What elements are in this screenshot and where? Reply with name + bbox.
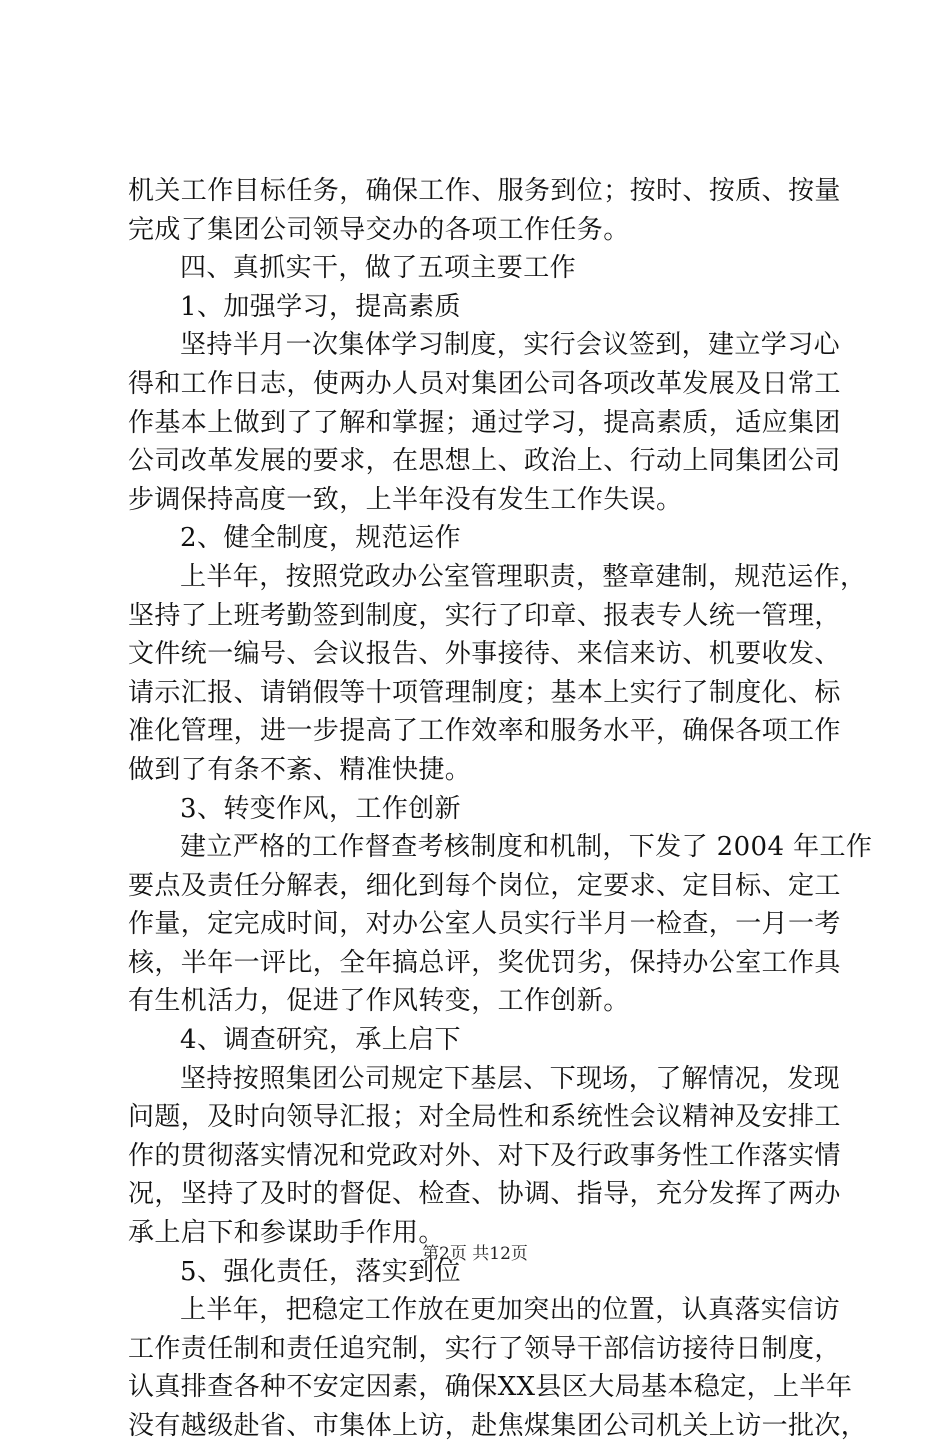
- text-line: 1、加强学习，提高素质: [180, 291, 461, 322]
- text-line: 3、转变作风，工作创新: [180, 793, 461, 824]
- text-line: 上半年，把稳定工作放在更加突出的位置，认真落实信访: [180, 1295, 841, 1326]
- text-line: 请示汇报、请销假等十项管理制度；基本上实行了制度化、标: [128, 677, 841, 708]
- text-line: 作的贯彻落实情况和党政对外、对下及行政事务性工作落实情: [128, 1140, 841, 1171]
- text-line: 况，坚持了及时的督促、检查、协调、指导，充分发挥了两办: [128, 1179, 841, 1210]
- text-line: 上半年，按照党政办公室管理职责，整章建制，规范运作，: [180, 561, 867, 592]
- text-line: 准化管理，进一步提高了工作效率和服务水平，确保各项工作: [128, 716, 841, 747]
- text-line: 完成了集团公司领导交办的各项工作任务。: [128, 214, 630, 245]
- text-line: 机关工作目标任务，确保工作、服务到位；按时、按质、按量: [128, 176, 841, 206]
- text-line: 坚持半月一次集体学习制度，实行会议签到，建立学习心: [180, 330, 841, 361]
- text-line: 5、强化责任，落实到位: [180, 1256, 461, 1287]
- text-line: 核，半年一评比，全年搞总评，奖优罚劣，保持办公室工作具: [128, 947, 841, 978]
- text-line: 工作责任制和责任追究制，实行了领导干部信访接待日制度，: [128, 1333, 841, 1364]
- text-line: 2、健全制度，规范运作: [180, 523, 461, 554]
- text-line: 承上启下和参谋助手作用。: [128, 1218, 445, 1249]
- text-line: 坚持了上班考勤签到制度，实行了印章、报表专人统一管理，: [128, 600, 841, 631]
- text-line: 做到了有条不紊、精准快捷。: [128, 754, 472, 785]
- text-line: 四、真抓实干，做了五项主要工作: [180, 253, 577, 284]
- text-line: 坚持按照集团公司规定下基层、下现场，了解情况，发现: [180, 1063, 841, 1094]
- text-line: 作量，定完成时间，对办公室人员实行半月一检查，一月一考: [128, 909, 841, 940]
- text-line: 步调保持高度一致，上半年没有发生工作失误。: [128, 484, 683, 515]
- text-line: 作基本上做到了了解和掌握；通过学习，提高素质，适应集团: [128, 407, 841, 438]
- text-line: 4、调查研究，承上启下: [180, 1025, 461, 1056]
- text-line: 问题，及时向领导汇报；对全局性和系统性会议精神及安排工: [128, 1102, 841, 1133]
- text-line: 要点及责任分解表，细化到每个岗位，定要求、定目标、定工: [128, 870, 841, 901]
- page-footer: 第2页 共12页: [422, 1244, 528, 1264]
- text-line: 认真排查各种不安定因素，确保XX县区大局基本稳定，上半年: [128, 1372, 853, 1403]
- text-line: 建立严格的工作督查考核制度和机制，下发了 2004 年工作: [180, 832, 873, 863]
- text-line: 得和工作日志，使两办人员对集团公司各项改革发展及日常工: [128, 368, 841, 399]
- text-line: 没有越级赴省、市集体上访，赴焦煤集团公司机关上访一批次，: [128, 1411, 868, 1441]
- text-line: 文件统一编号、会议报告、外事接待、来信来访、机要收发、: [128, 639, 841, 670]
- text-line: 公司改革发展的要求，在思想上、政治上、行动上同集团公司: [128, 446, 841, 477]
- text-line: 有生机活力，促进了作风转变，工作创新。: [128, 986, 630, 1017]
